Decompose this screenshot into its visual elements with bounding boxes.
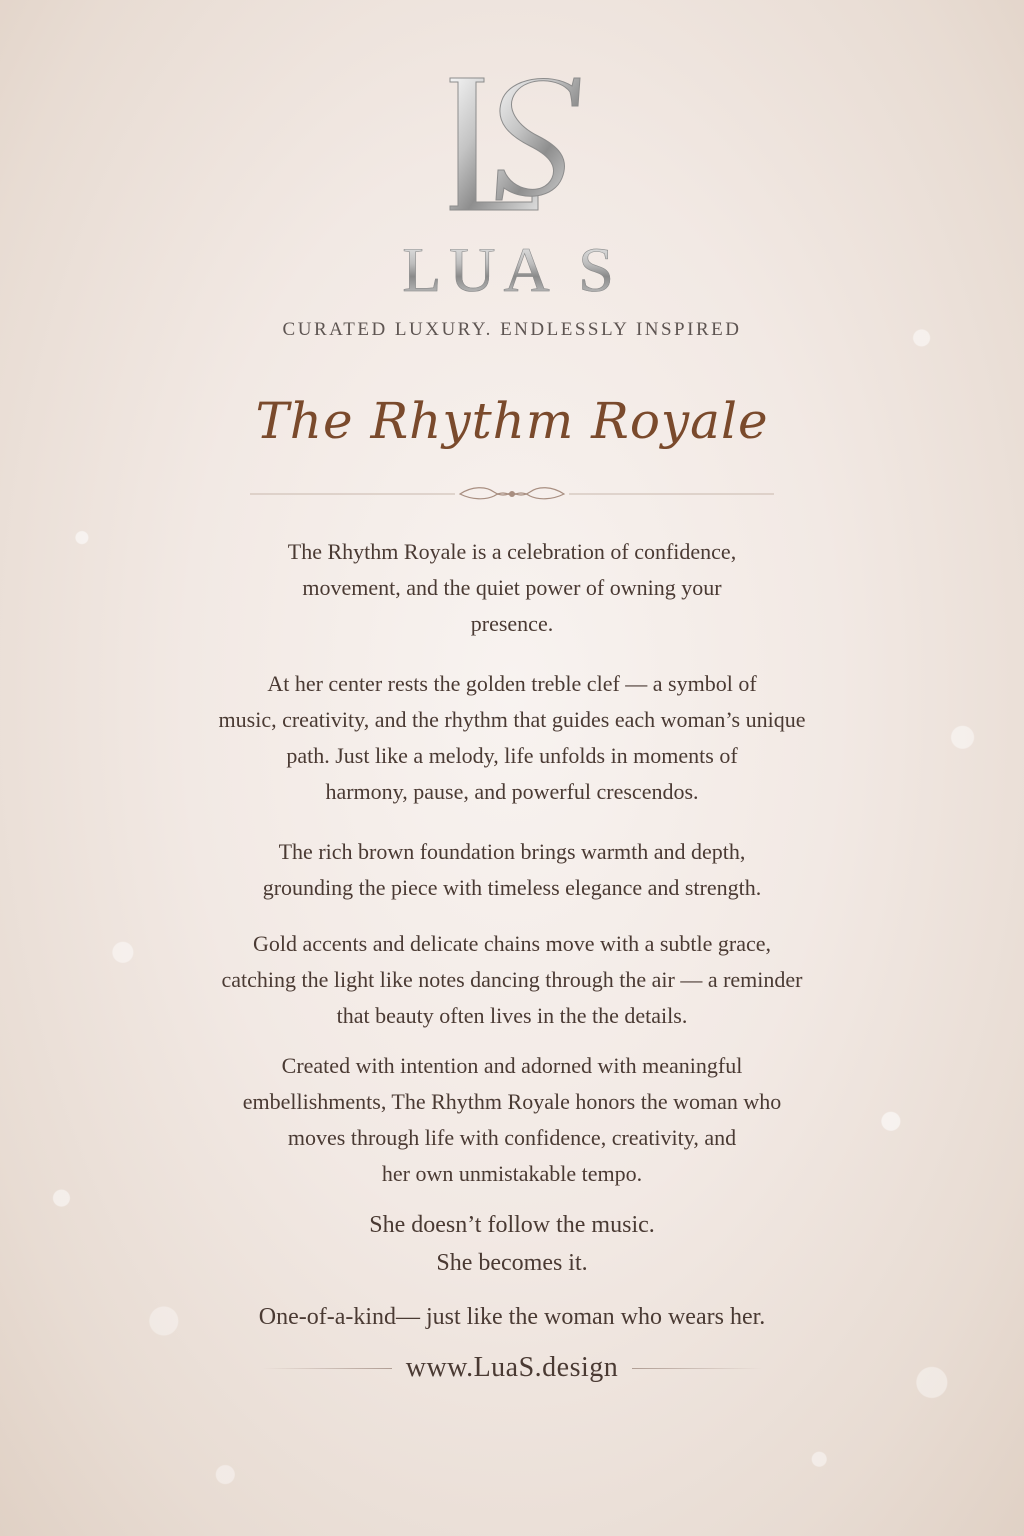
brand-tagline: CURATED LUXURY. ENDLESSLY INSPIRED bbox=[282, 319, 742, 340]
closing-line-3: One-of-a-kind— just like the woman who wears her. bbox=[258, 1304, 766, 1330]
footer-divider-right bbox=[632, 1368, 762, 1369]
page-title: The Rhythm Royale bbox=[255, 392, 769, 450]
paragraph-treble-clef: At her center rests the golden treble clef — a symbol of music, creativity, and the rhythm that guides each woman’s unique path. Just like a melody, life unfolds in moments of harmony, pause, and powerful crescendos. bbox=[218, 671, 806, 804]
paragraph-gold-accents: Gold accents and delicate chains move with a subtle grace, catching the light like notes dancing through the air — a reminder that beauty often lives in the the details. bbox=[221, 931, 803, 1028]
paragraph-intention: Created with intention and adorned with meaningful embellishments, The Rhythm Royale honors the woman who moves through life with confidence, creativity, and her own unmistakable tempo. bbox=[242, 1053, 782, 1186]
website-link[interactable]: www.LuaS.design bbox=[405, 1352, 619, 1383]
ls-monogram-icon bbox=[432, 70, 592, 220]
footer-divider-left bbox=[262, 1368, 392, 1369]
monogram-logo bbox=[0, 70, 1024, 220]
closing-line-2: She becomes it. bbox=[436, 1250, 588, 1276]
paragraph-foundation: The rich brown foundation brings warmth and depth, grounding the piece with timeless elegance and strength. bbox=[262, 839, 762, 900]
paragraph-intro: The Rhythm Royale is a celebration of confidence, movement, and the quiet power of owning your presence. bbox=[287, 539, 737, 636]
brand-name: LUA S bbox=[0, 238, 1024, 302]
divider-ornament-icon bbox=[250, 484, 774, 504]
footer bbox=[0, 1346, 1024, 1390]
closing-line-1: She doesn’t follow the music. bbox=[369, 1212, 655, 1238]
